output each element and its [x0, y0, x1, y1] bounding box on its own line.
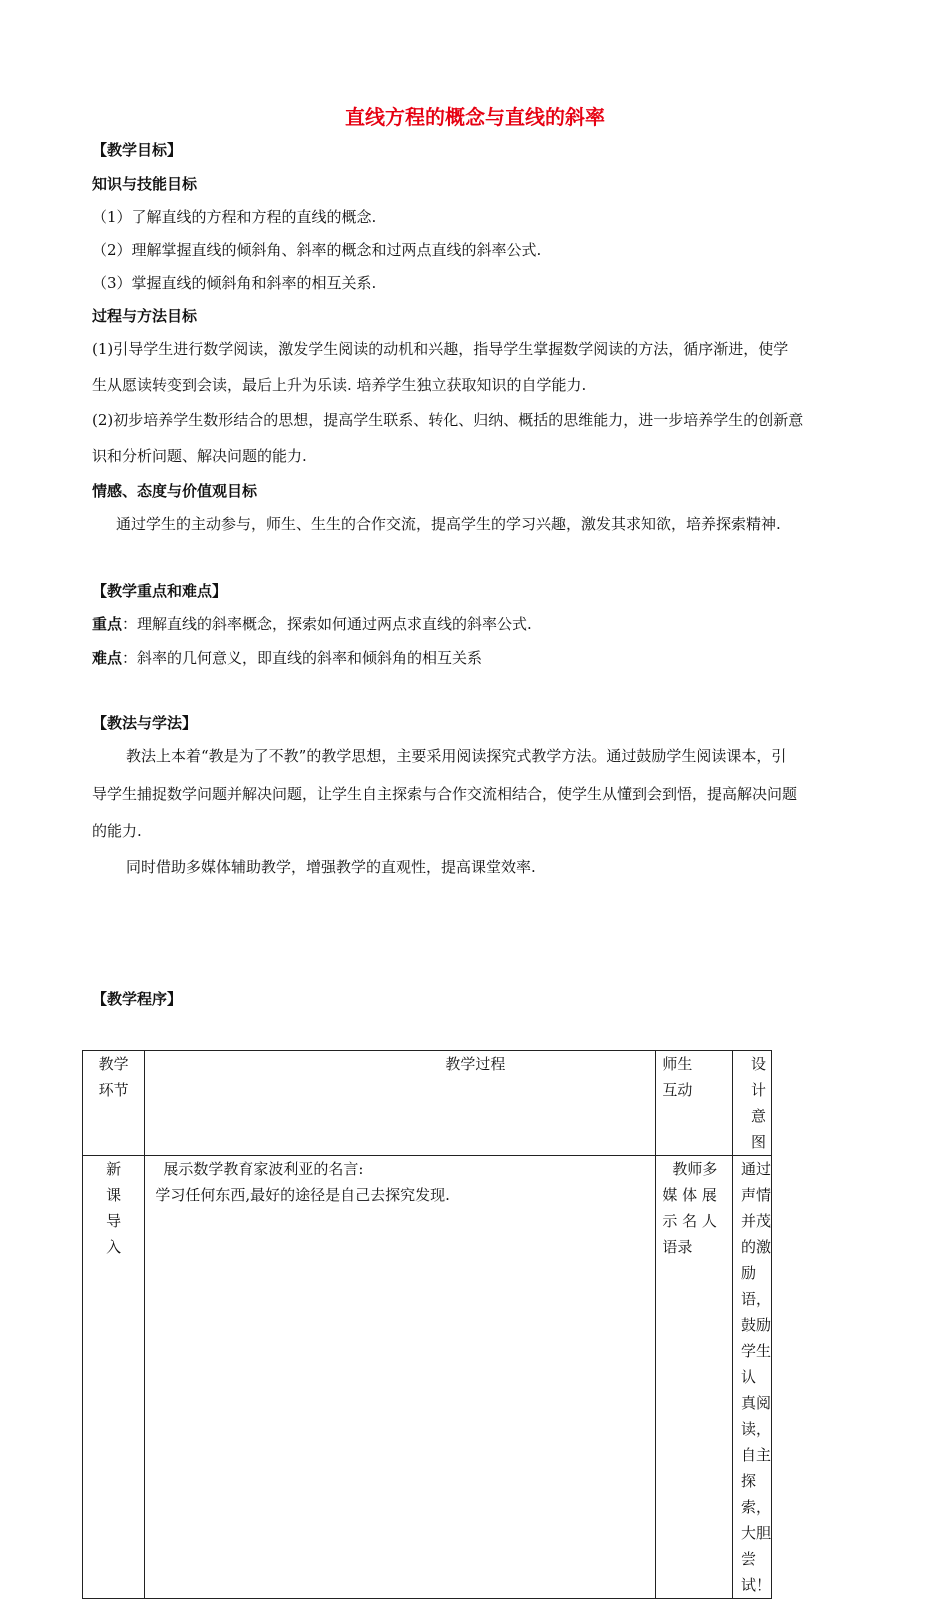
objectives-heading: 【教学目标】 [92, 141, 183, 159]
knowledge-item-2: （2）理解掌握直线的倾斜角、斜率的概念和过两点直线的斜率公式. [92, 241, 542, 259]
knowledge-item-1: （1）了解直线的方程和方程的直线的概念. [92, 208, 377, 226]
knowledge-item-3: （3）掌握直线的倾斜角和斜率的相互关系. [92, 274, 377, 292]
table-header-row [83, 1051, 772, 1156]
procedure-table [82, 1050, 772, 1599]
keypoints-heading: 【教学重点和难点】 [92, 582, 228, 600]
row-process: 展示数学教育家波利亚的名言: 学习任何东西,最好的途径是自己去探究发现. [145, 1156, 656, 1599]
row-stage: 新 课 导 入 [83, 1156, 145, 1599]
process-item-1b: 生从愿读转变到会读，最后上升为乐读. 培养学生独立获取知识的自学能力. [92, 376, 587, 394]
key-point [92, 613, 532, 634]
page-title: 直线方程的概念与直线的斜率 [345, 105, 605, 129]
emotion-text: 通过学生的主动参与，师生、生生的合作交流，提高学生的学习兴趣，激发其求知欲，培养探索精神. [116, 515, 781, 533]
table-row [83, 1156, 772, 1599]
methods-heading: 【教法与学法】 [92, 714, 198, 732]
difficult-point [92, 647, 482, 668]
row-intent: 通过声情并茂的激 励语，鼓励学生认 真阅读，自主探索， 大胆尝试！ [733, 1156, 772, 1599]
process-item-2a: (2)初步培养学生数形结合的思想，提高学生联系、转化、归纳、概括的思维能力，进一步培养学生的创新意 [92, 411, 804, 429]
key-point-text: ：理解直线的斜率概念，探索如何通过两点求直线的斜率公式. [122, 615, 532, 633]
methods-line-3: 的能力. [92, 822, 142, 840]
process-item-2b: 识和分析问题、解决问题的能力. [92, 447, 307, 465]
emotion-heading: 情感、态度与价值观目标 [92, 482, 258, 500]
knowledge-heading: 知识与技能目标 [92, 175, 198, 193]
process-heading: 过程与方法目标 [92, 307, 198, 325]
header-interact: 师生 互动 [656, 1051, 733, 1156]
header-stage: 教学 环节 [83, 1051, 145, 1156]
header-process: 教学过程 [145, 1051, 656, 1156]
process-item-1a: (1)引导学生进行数学阅读，激发学生阅读的动机和兴趣，指导学生掌握数学阅读的方法，循序渐进，使学 [92, 340, 789, 358]
methods-line-4: 同时借助多媒体辅助教学，增强教学的直观性，提高课堂效率. [126, 858, 536, 876]
methods-line-2: 导学生捕捉数学问题并解决问题，让学生自主探索与合作交流相结合，使学生从懂到会到悟，提高解决问题 [92, 785, 798, 803]
row-interact: 教师多 媒 体 展 示 名 人 语录 [656, 1156, 733, 1599]
key-point-label: 重点 [92, 615, 123, 633]
header-intent: 设计意图 [733, 1051, 772, 1156]
difficult-point-label: 难点 [92, 649, 123, 667]
difficult-point-text: ：斜率的几何意义，即直线的斜率和倾斜角的相互关系 [122, 649, 483, 667]
procedure-heading: 【教学程序】 [92, 990, 183, 1008]
methods-line-1: 教法上本着“教是为了不教”的教学思想，主要采用阅读探究式教学方法。通过鼓励学生阅读课本，引 [126, 747, 787, 765]
